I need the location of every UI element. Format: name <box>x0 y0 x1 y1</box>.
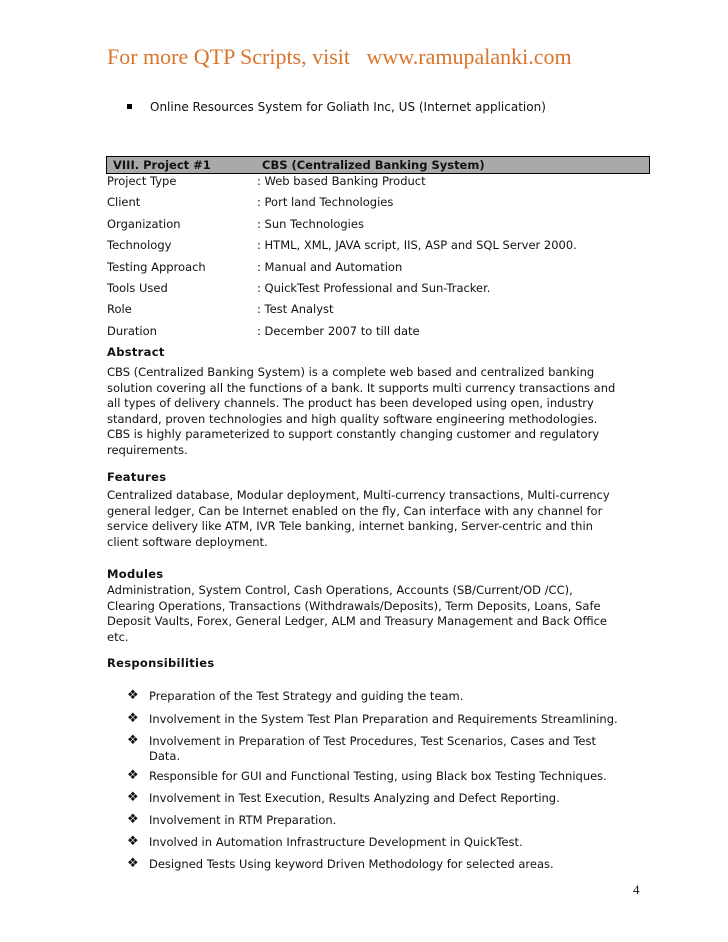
paragraph-line: CBS is highly parameterized to support constantly changing customer and regulatory <box>107 427 600 441</box>
diamond-bullet-icon: ❖ <box>127 856 139 871</box>
responsibility-text: Involved in Automation Infrastructure Development in QuickTest. <box>149 835 523 849</box>
project-row <box>107 302 334 316</box>
responsibility-text: Involvement in the System Test Plan Preparation and Requirements Streamlining. <box>149 712 618 726</box>
project-row <box>107 195 394 209</box>
responsibilities-heading: Responsibilities <box>107 656 215 670</box>
paragraph-line: general ledger, Can be Internet enabled on the fly, Can interface with any channel for <box>107 503 603 518</box>
diamond-bullet-icon: ❖ <box>127 812 139 827</box>
modules-paragraph <box>107 583 647 645</box>
paragraph-line: Administration, System Control, Cash Operations, Accounts (SB/Current/OD /CC), <box>107 583 573 597</box>
square-bullet-icon <box>127 104 132 109</box>
project-row-label: Project Type <box>107 174 177 188</box>
project-row-value: : Test Analyst <box>257 302 334 316</box>
page-header: For more QTP Scripts, visit www.ramupalanki.com <box>107 44 572 69</box>
responsibility-text: Responsible for GUI and Functional Testing, using Black box Testing Techniques. <box>149 769 607 783</box>
project-number: VIII. Project #1 <box>113 158 211 172</box>
project-row-value: : Port land Technologies <box>257 195 394 209</box>
project-row-value: : December 2007 to till date <box>257 324 420 338</box>
paragraph-line: Deposit Vaults, Forex, General Ledger, ALM and Treasury Management and Back Office <box>107 614 607 628</box>
responsibility-text: Involvement in RTM Preparation. <box>149 813 337 827</box>
diamond-bullet-icon: ❖ <box>127 790 139 805</box>
diamond-bullet-icon: ❖ <box>127 733 139 748</box>
diamond-bullet-icon: ❖ <box>127 834 139 849</box>
paragraph-line: CBS (Centralized Banking System) is a complete web based and centralized banking <box>107 365 595 379</box>
project-row <box>107 324 420 338</box>
features-heading: Features <box>107 470 167 484</box>
abstract-paragraph <box>107 365 647 458</box>
responsibility-text: Preparation of the Test Strategy and guiding the team. <box>149 689 464 703</box>
abstract-heading: Abstract <box>107 345 165 359</box>
project-row-label: Tools Used <box>107 281 168 295</box>
responsibility-text: Designed Tests Using keyword Driven Methodology for selected areas. <box>149 857 554 871</box>
responsibility-text: Involvement in Test Execution, Results Analyzing and Defect Reporting. <box>149 791 560 805</box>
project-row-label: Client <box>107 195 141 209</box>
top-bullet-text: Online Resources System for Goliath Inc, US (Internet application) <box>150 100 546 114</box>
project-row <box>107 217 364 231</box>
project-row-value: : QuickTest Professional and Sun-Tracker. <box>257 281 491 295</box>
paragraph-line: service delivery like ATM, IVR Tele banking, internet banking, Server-centric and thin <box>107 519 593 533</box>
project-row <box>107 260 403 274</box>
page-number: 4 <box>633 882 640 897</box>
project-row-label: Duration <box>107 324 157 338</box>
project-row-value: : Manual and Automation <box>257 260 403 274</box>
project-row <box>107 238 577 252</box>
project-row-label: Role <box>107 302 132 316</box>
paragraph-line: etc. <box>107 629 129 644</box>
paragraph-line: Clearing Operations, Transactions (Withdrawals/Deposits), Term Deposits, Loans, Safe <box>107 598 601 613</box>
diamond-bullet-icon: ❖ <box>127 768 139 783</box>
project-row-label: Organization <box>107 217 181 231</box>
paragraph-line: standard, proven technologies and high quality software engineering methodologies. <box>107 411 598 426</box>
project-row <box>107 174 426 188</box>
project-row <box>107 281 491 295</box>
paragraph-line: requirements. <box>107 442 188 457</box>
paragraph-line: all types of delivery channels. The product has been developed using open, industry <box>107 396 594 410</box>
diamond-bullet-icon: ❖ <box>127 711 139 726</box>
responsibility-text: Involvement in Preparation of Test Procedures, Test Scenarios, Cases and Test Data. <box>149 734 597 763</box>
project-row-value: : Sun Technologies <box>257 217 364 231</box>
features-paragraph <box>107 488 647 550</box>
project-row-label: Testing Approach <box>107 260 206 274</box>
diamond-bullet-icon: ❖ <box>127 688 139 703</box>
project-row-value: : HTML, XML, JAVA script, IIS, ASP and SQL Server 2000. <box>257 238 577 252</box>
project-row-value: : Web based Banking Product <box>257 174 426 188</box>
project-row-label: Technology <box>107 238 172 252</box>
paragraph-line: solution covering all the functions of a bank. It supports multi currency transactions and <box>107 380 616 395</box>
project-heading-bar <box>106 156 650 174</box>
modules-heading: Modules <box>107 567 164 581</box>
paragraph-line: client software deployment. <box>107 534 268 549</box>
project-name: CBS (Centralized Banking System) <box>262 158 485 172</box>
paragraph-line: Centralized database, Modular deployment, Multi-currency transactions, Multi-currency <box>107 488 610 502</box>
